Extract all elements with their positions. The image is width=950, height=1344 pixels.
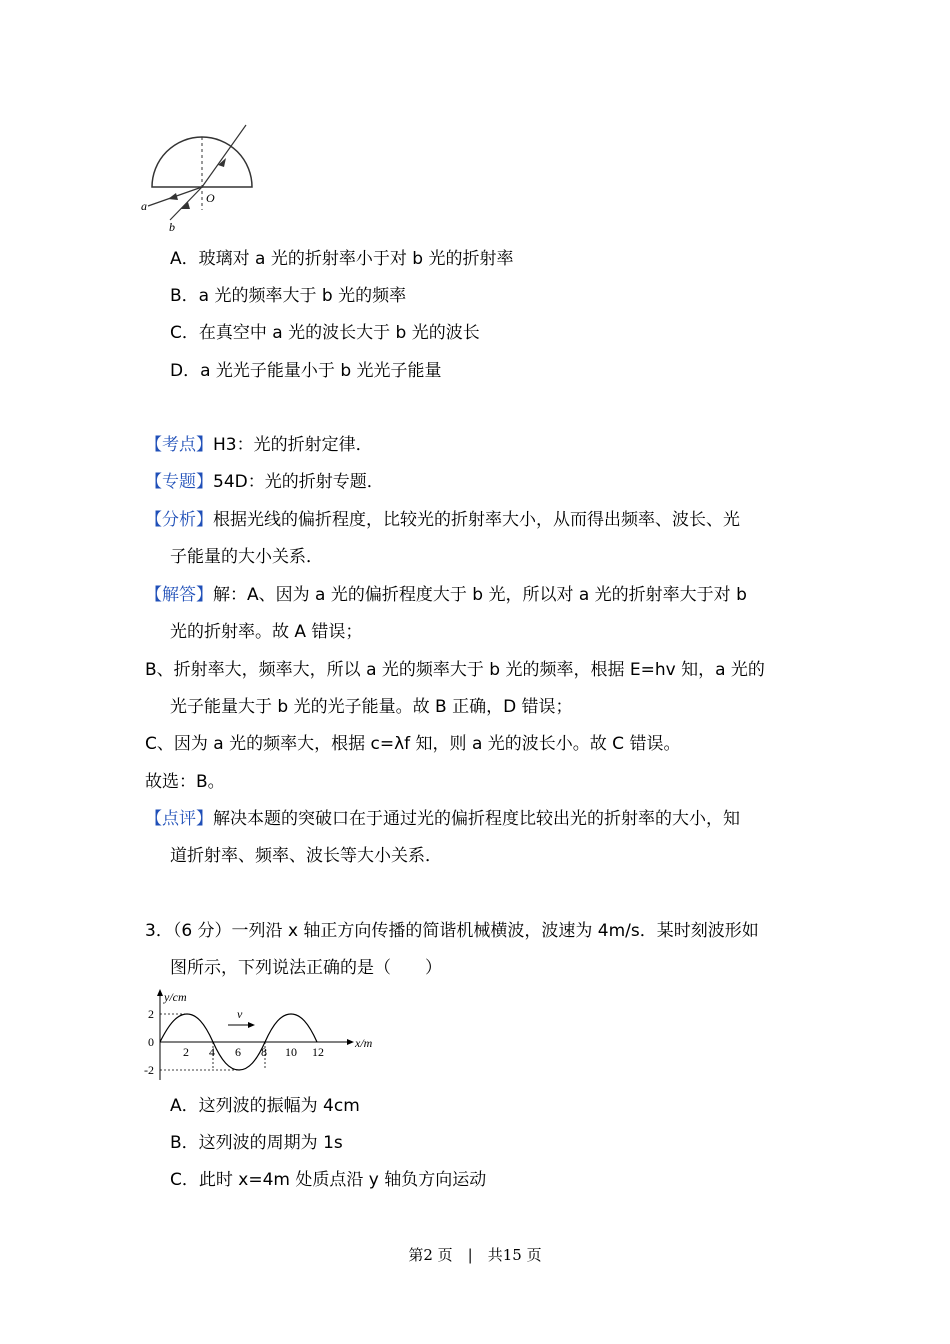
jieda-text: 解：A、因为 a 光的偏折程度大于 b 光，所以对 a 光的折射率大于对 b — [213, 585, 747, 605]
ray-b-label: b — [169, 220, 175, 234]
jieda-b-continuation: 光子能量大于 b 光的光子能量。故 B 正确，D 错误； — [170, 697, 573, 717]
y-tick: 0 — [148, 1035, 154, 1049]
q3-option-b: B．这列波的周期为 1s — [170, 1133, 343, 1153]
y-tick: -2 — [144, 1063, 154, 1077]
zhuanti-text: 54D：光的折射专题． — [213, 472, 384, 492]
origin-label: O — [206, 191, 215, 205]
dianping-tag: 【点评】 — [145, 809, 213, 829]
wave-graph — [140, 985, 385, 1080]
q2-option-a: A．玻璃对 a 光的折射率小于对 b 光的折射率 — [170, 249, 514, 269]
q3-stem: 3．（6 分）一列沿 x 轴正方向传播的简谐机械横波，波速为 4m/s．某时刻波形如 — [145, 921, 759, 941]
fenxi-tag: 【分析】 — [145, 510, 213, 530]
v-label: v — [237, 1007, 243, 1021]
fenxi-continuation: 子能量的大小关系． — [170, 547, 323, 567]
refraction-diagram — [138, 120, 263, 235]
dianping-line — [145, 808, 740, 830]
y-tick: 2 — [148, 1007, 154, 1021]
ray-a-label: a — [141, 199, 147, 213]
q2-option-b: B．a 光的频率大于 b 光的频率 — [170, 286, 407, 306]
q2-option-d: D．a 光光子能量小于 b 光光子能量 — [170, 361, 442, 381]
fenxi-line — [145, 509, 740, 531]
kaodian-text: H3：光的折射定律． — [213, 435, 373, 455]
kaodian-line — [145, 434, 373, 456]
x-tick: 6 — [235, 1045, 241, 1059]
dianping-continuation: 道折射率、频率、波长等大小关系． — [170, 846, 442, 866]
fenxi-text: 根据光线的偏折程度，比较光的折射率大小，从而得出频率、波长、光 — [213, 510, 740, 530]
page-footer: 第2 页 | 共15 页 — [408, 1246, 542, 1264]
x-tick: 12 — [312, 1045, 324, 1059]
dianping-text: 解决本题的突破口在于通过光的偏折程度比较出光的折射率的大小，知 — [213, 809, 740, 829]
q2-option-c: C．在真空中 a 光的波长大于 b 光的波长 — [170, 323, 480, 343]
x-tick: 4 — [209, 1045, 215, 1059]
x-tick: 10 — [285, 1045, 297, 1059]
jieda-line — [145, 584, 747, 606]
jieda-tag: 【解答】 — [145, 585, 213, 605]
zhuanti-line — [145, 471, 384, 493]
x-tick: 8 — [261, 1045, 267, 1059]
zhuanti-tag: 【专题】 — [145, 472, 213, 492]
x-axis-label: x/m — [355, 1036, 373, 1050]
q3-option-a: A．这列波的振幅为 4cm — [170, 1096, 360, 1116]
jieda-c-line: C、因为 a 光的频率大，根据 c=λf 知，则 a 光的波长小。故 C 错误。 — [145, 734, 681, 754]
y-axis-label: y/cm — [164, 990, 187, 1004]
q3-stem-continuation: 图所示，下列说法正确的是（ ） — [170, 958, 442, 978]
answer-line: 故选：B。 — [145, 772, 225, 792]
q3-option-c: C．此时 x=4m 处质点沿 y 轴负方向运动 — [170, 1170, 487, 1190]
kaodian-tag: 【考点】 — [145, 435, 213, 455]
x-tick: 2 — [183, 1045, 189, 1059]
jieda-b-line: B、折射率大，频率大，所以 a 光的频率大于 b 光的频率，根据 E=hv 知，a 光的 — [145, 660, 765, 680]
jieda-continuation: 光的折射率。故 A 错误； — [170, 622, 363, 642]
